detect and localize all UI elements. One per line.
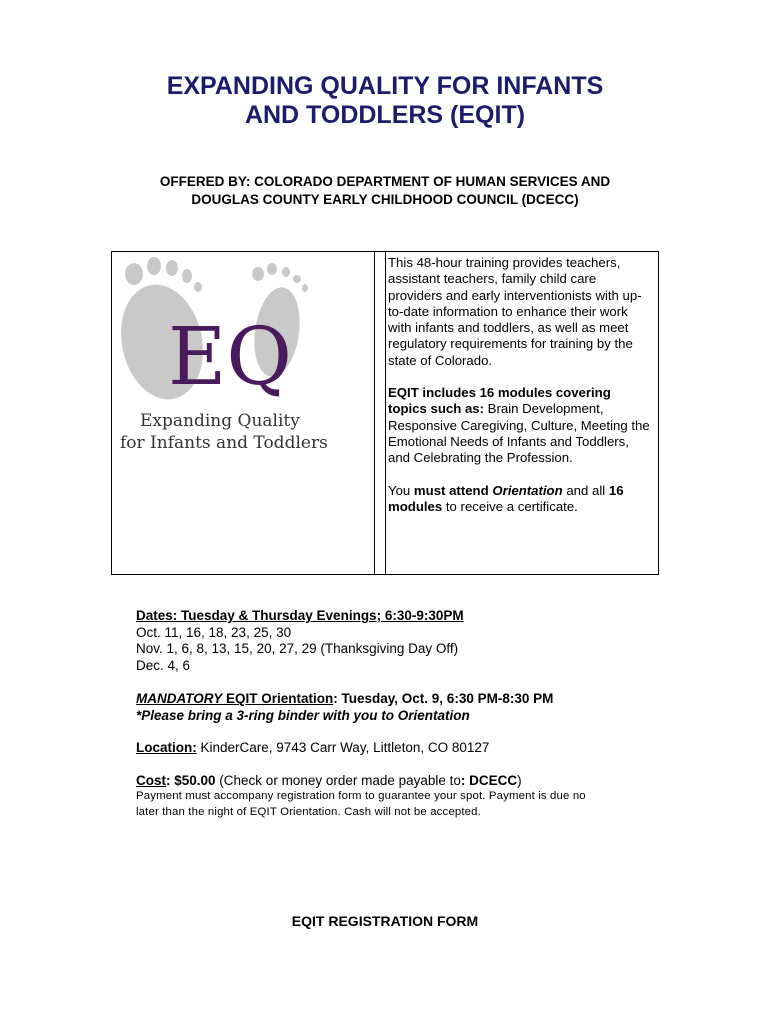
offered-by <box>0 173 770 209</box>
dates-dec: Dec. 4, 6 <box>136 657 191 673</box>
payment-note-2: later than the night of EQIT Orientation. Cash will not be accepted. <box>136 805 481 818</box>
table-divider <box>385 252 386 574</box>
page-title <box>0 72 770 130</box>
title-line-2: AND TODDLERS (EQIT) <box>244 101 526 129</box>
course-details <box>136 608 656 820</box>
dates-heading: Dates: Tuesday & Thursday Evenings; 6:30-9:30PM <box>136 608 464 623</box>
offered-by-line-1: OFFERED BY: COLORADO DEPARTMENT OF HUMAN SERVICES AND <box>159 174 611 189</box>
description-attendance: You must attend Orientation and all 16 modules to receive a certificate. <box>388 482 624 514</box>
location-line: Location: KinderCare, 9743 Carr Way, Littleton, CO 80127 <box>136 740 490 755</box>
eq-logo <box>112 252 374 574</box>
cost-line: Cost: $50.00 (Check or money order made payable to: DCECC) <box>136 772 522 788</box>
description-modules: EQIT includes 16 modules covering topics such as: Brain Development, Responsive Caregiving, Culture, Meeting the Emotional Needs of Infants and Toddlers, and Celebrating the Profession. <box>388 385 650 466</box>
binder-note: *Please bring a 3-ring binder with you to Orientation <box>136 707 470 723</box>
footprint-logo-icon <box>112 252 374 572</box>
program-description <box>388 255 650 531</box>
dates-nov: Nov. 1, 6, 8, 13, 15, 20, 27, 29 (Thanksgiving Day Off) <box>136 641 459 656</box>
offered-by-line-2: DOUGLAS COUNTY EARLY CHILDHOOD COUNCIL (DCECC) <box>191 192 579 207</box>
dates-oct: Oct. 11, 16, 18, 23, 25, 30 <box>136 624 292 640</box>
registration-heading: EQIT REGISTRATION FORM <box>291 913 479 929</box>
table-divider <box>374 252 375 574</box>
info-table <box>111 251 659 575</box>
payment-note-1: Payment must accompany registration form to guarantee your spot. Payment is due no <box>136 790 586 802</box>
orientation-line: MANDATORY EQIT Orientation: Tuesday, Oct. 9, 6:30 PM-8:30 PM <box>136 691 554 706</box>
title-line-1: EXPANDING QUALITY FOR INFANTS <box>166 72 604 100</box>
description-intro: This 48-hour training provides teachers, assistant teachers, family child care providers and early interventionists with up-to-date information to enhance their work with infants and toddlers, as well as meet regulatory requirements for training by the state of Colorado. <box>388 255 642 368</box>
logo-mark: EQ <box>168 310 292 403</box>
logo-caption-1: Expanding Quality <box>140 411 300 431</box>
logo-caption-2: for Infants and Toddlers <box>120 433 328 453</box>
